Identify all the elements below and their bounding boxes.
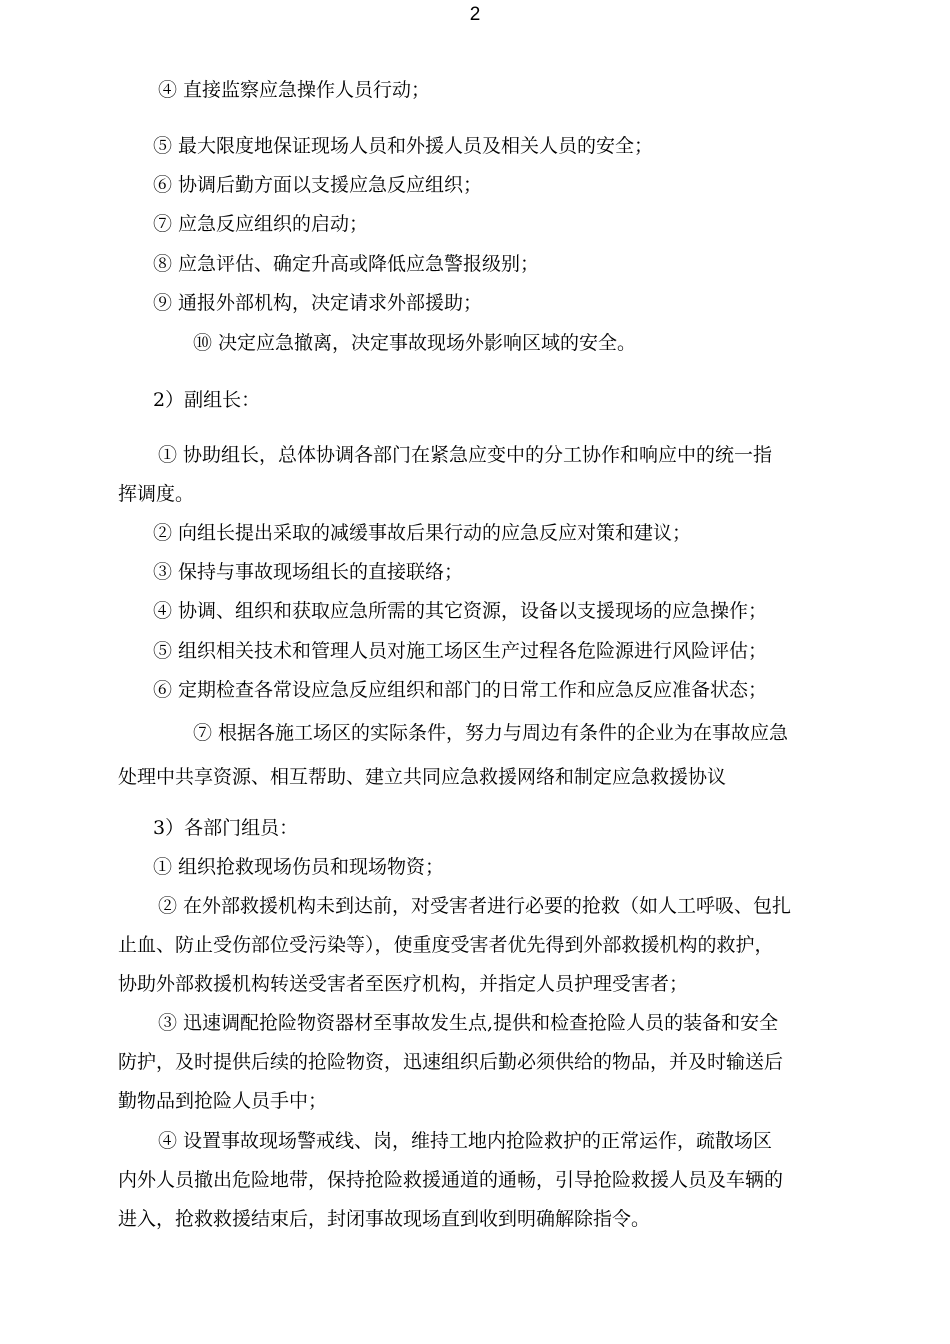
text-line: ⑤ 组织相关技术和管理人员对施工场区生产过程各危险源进行风险评估； xyxy=(153,640,768,662)
text-line: ① 组织抢救现场伤员和现场物资； xyxy=(153,856,445,878)
text-line: ③ 保持与事故现场组长的直接联络； xyxy=(153,561,464,583)
text-line: ② 向组长提出采取的减缓事故后果行动的应急反应对策和建议； xyxy=(153,522,692,544)
section-heading: 2）副组长： xyxy=(153,389,261,411)
text-line: ④ 协调、组织和获取应急所需的其它资源，设备以支援现场的应急操作； xyxy=(153,600,768,622)
text-line: ⑦ 应急反应组织的启动； xyxy=(153,213,369,235)
text-line: 防护，及时提供后续的抢险物资，迅速组织后勤必须供给的物品，并及时输送后 xyxy=(118,1051,784,1073)
page-number: 2 xyxy=(469,4,481,25)
text-line: 止血、防止受伤部位受污染等），使重度受害者优先得到外部救援机构的救护， xyxy=(118,934,774,956)
text-line: ⑤ 最大限度地保证现场人员和外援人员及相关人员的安全； xyxy=(153,135,654,157)
text-line: ② 在外部救援机构未到达前，对受害者进行必要的抢救（如人工呼吸、包扎 xyxy=(158,895,792,917)
text-line: 处理中共享资源、相互帮助、建立共同应急救援网络和制定应急救援协议 xyxy=(118,766,727,788)
text-line: ⑩ 决定应急撤离，决定事故现场外影响区域的安全。 xyxy=(193,332,637,354)
text-line: 挥调度。 xyxy=(118,483,195,505)
text-line: ③ 迅速调配抢险物资器材至事故发生点,提供和检查抢险人员的装备和安全 xyxy=(158,1012,779,1034)
text-line: ⑦ 根据各施工场区的实际条件，努力与周边有条件的企业为在事故应急 xyxy=(193,722,789,744)
text-line: ① 协助组长，总体协调各部门在紧急应变中的分工协作和响应中的统一指 xyxy=(158,444,773,466)
section-heading: 3）各部门组员： xyxy=(153,817,299,839)
text-line: 勤物品到抢险人员手中； xyxy=(118,1090,328,1112)
text-line: 内外人员撤出危险地带，保持抢险救援通道的通畅，引导抢险救援人员及车辆的 xyxy=(118,1169,784,1191)
text-line: ⑥ 定期检查各常设应急反应组织和部门的日常工作和应急反应准备状态； xyxy=(153,679,768,701)
text-line: ④ 设置事故现场警戒线、岗，维持工地内抢险救护的正常运作，疏散场区 xyxy=(158,1130,773,1152)
text-line: 协助外部救援机构转送受害者至医疗机构，并指定人员护理受害者； xyxy=(118,973,689,995)
text-line: ⑧ 应急评估、确定升高或降低应急警报级别； xyxy=(153,253,540,275)
text-line: ④ 直接监察应急操作人员行动； xyxy=(158,79,431,101)
text-line: ⑥ 协调后勤方面以支援应急反应组织； xyxy=(153,174,483,196)
text-line: ⑨ 通报外部机构，决定请求外部援助； xyxy=(153,292,483,314)
text-line: 进入，抢救救援结束后，封闭事故现场直到收到明确解除指令。 xyxy=(118,1208,651,1230)
